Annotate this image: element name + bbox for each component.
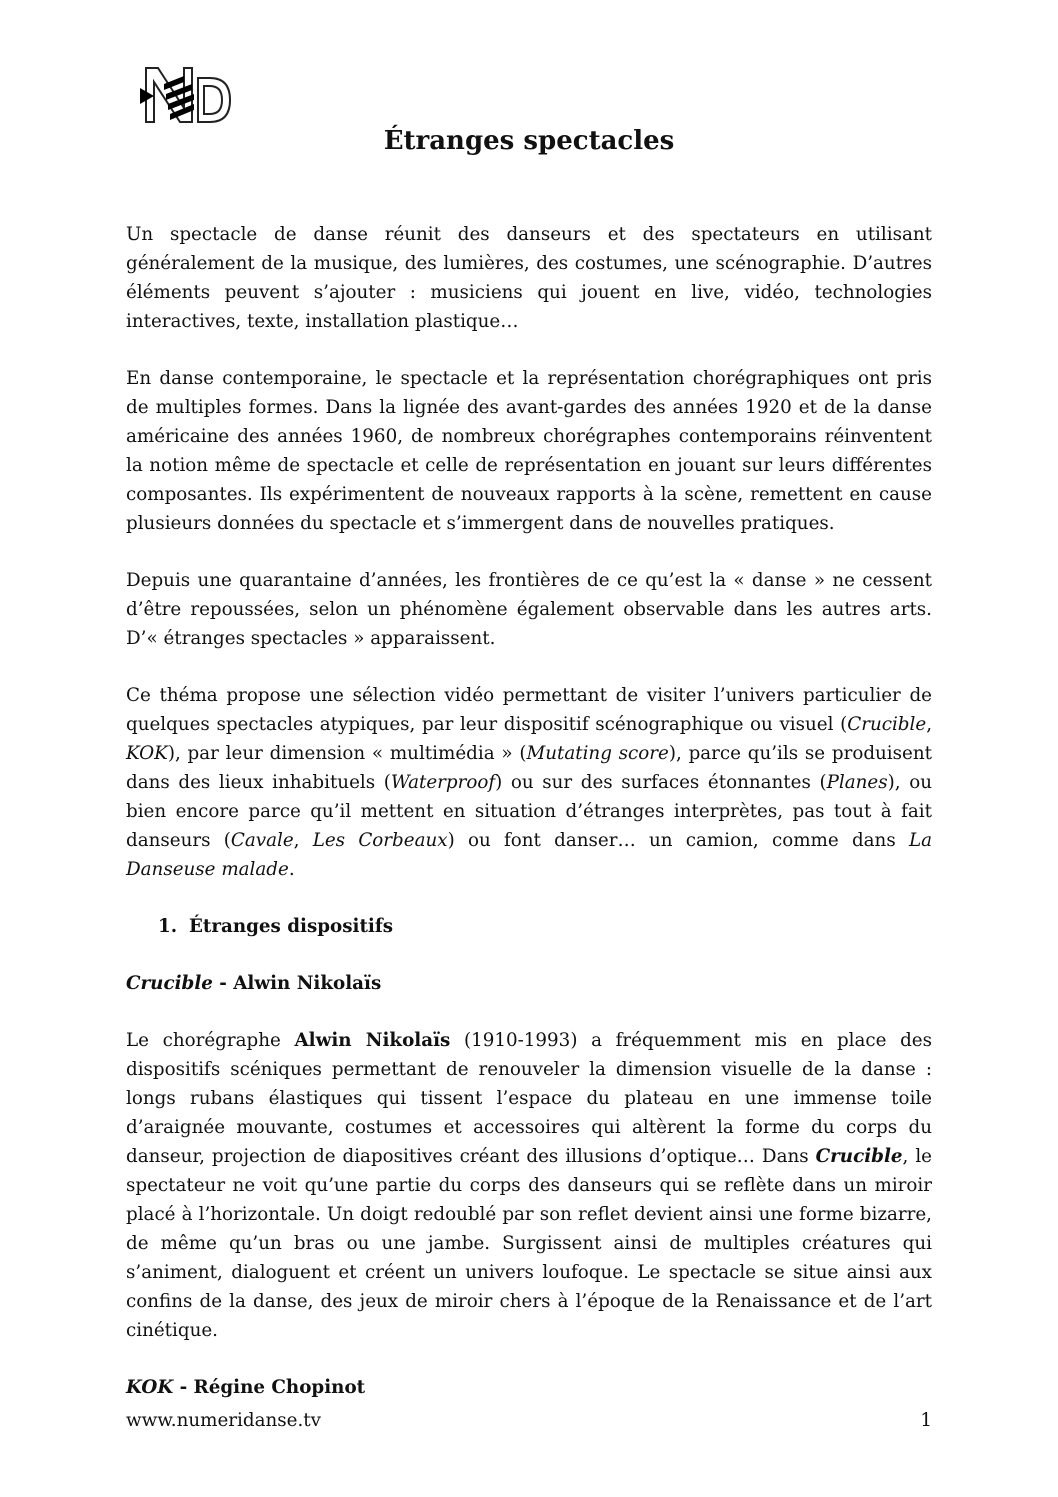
section-number: 1. — [158, 916, 178, 937]
text-span: ), parce qu’ils se produisent dans des lieux inhabituels ( — [126, 743, 932, 793]
text-span: , — [926, 714, 932, 735]
page-title: Étranges spectacles — [383, 126, 675, 156]
work-title-les-corbeaux: Les Corbeaux — [312, 830, 448, 851]
text-span: ) ou font danser… un camion, comme dans — [447, 830, 909, 851]
work-title-waterproof: Waterproof — [390, 772, 496, 793]
paragraph-thema — [126, 681, 932, 884]
subheading-kok — [126, 1373, 932, 1402]
section-heading — [158, 912, 932, 941]
work-title-crucible: Crucible — [847, 714, 927, 735]
document-body — [126, 220, 932, 1430]
subheading-separator: - — [173, 1377, 194, 1398]
paragraph-intro: Un spectacle de danse réunit des danseurs et des spectateurs en utilisant généralement de la musique, des lumières, des costumes, une scénographie. D’autres éléments peuvent s’ajouter : musiciens qui jouent en live, vidéo, technologies interactives, texte, installation plastique… — [126, 224, 932, 332]
author-name: Alwin Nikolaïs — [294, 1030, 451, 1051]
text-span: ), par leur dimension « multimédia » ( — [167, 743, 527, 764]
work-title-crucible-bold: Crucible — [815, 1146, 903, 1167]
subheading-separator: - — [212, 973, 234, 994]
subheading-work: KOK — [126, 1377, 174, 1398]
text-span: . — [288, 859, 295, 880]
section-label: Étranges dispositifs — [189, 916, 393, 937]
nd-logo-icon — [138, 64, 234, 126]
subheading-author: Régine Chopinot — [193, 1377, 366, 1398]
text-span: (1910-1993) a fréquemment mis en place des dispositifs scéniques permettant de renouveler la dimension visuelle de la danse : longs rubans élastiques qui tissent l’espace du plateau en une immense toile d’araignée mouvante, costumes et accessoires qui altèrent la forme du corps du danseur, projection de diapositives créant des illusions d’optique… Dans — [126, 1030, 932, 1167]
footer-url: www.numeridanse.tv — [126, 1410, 321, 1431]
work-title-kok: KOK — [126, 743, 168, 764]
text-span: Ce théma propose une sélection vidéo permettant de visiter l’univers particulier de quelques spectacles atypiques, par leur dispositif scénographique ou visuel ( — [126, 685, 932, 735]
text-span: Le chorégraphe — [126, 1030, 295, 1051]
page-number: 1 — [920, 1410, 932, 1431]
text-span: ), ou bien encore parce qu’il mettent en situation d’étranges interprètes, pas tout à fait danseurs ( — [126, 772, 932, 851]
work-title-planes: Planes — [826, 772, 888, 793]
paragraph-frontiers: Depuis une quarantaine d’années, les frontières de ce qu’est la « danse » ne cessent d’être repoussées, selon un phénomène également observable dans les autres arts. D’« étranges spectacles » apparaissent. — [126, 570, 932, 649]
paragraph-crucible — [126, 1026, 932, 1345]
text-span: , — [293, 830, 313, 851]
paragraph-contemporary: En danse contemporaine, le spectacle et la représentation chorégraphiques ont pris de multiples formes. Dans la lignée des avant-gardes des années 1920 et de la danse américaine des années 1960, de nombreux chorégraphes contemporains réinventent la notion même de spectacle et celle de représentation en jouant sur leurs différentes composantes. Ils expérimentent de nouveaux rapports à la scène, remettent en cause plusieurs données du spectacle et s’immergent dans de nouvelles pratiques. — [126, 368, 932, 534]
subheading-crucible — [126, 969, 932, 998]
work-title-mutating-score: Mutating score — [526, 743, 669, 764]
work-title-la-danseuse-malade: La Danseuse malade — [126, 830, 933, 880]
text-span: ) ou sur des surfaces étonnantes ( — [495, 772, 827, 793]
subheading-work: Crucible — [126, 973, 213, 994]
work-title-cavale: Cavale — [230, 830, 294, 851]
text-span: , le spectateur ne voit qu’une partie du corps des danseurs qui se reflète dans un miroir placé à l’horizontale. Un doigt redoublé par son reflet devient ainsi une forme bizarre, de même qu’un bras ou une jambe. Surgissent ainsi de multiples créatures qui s’animent, dialoguent et créent un univers loufoque. Le spectacle se situe ainsi aux confins de la danse, des jeux de miroir chers à l’époque de la Renaissance et de l’art cinétique. — [126, 1146, 933, 1341]
subheading-author: Alwin Nikolaïs — [233, 973, 382, 994]
